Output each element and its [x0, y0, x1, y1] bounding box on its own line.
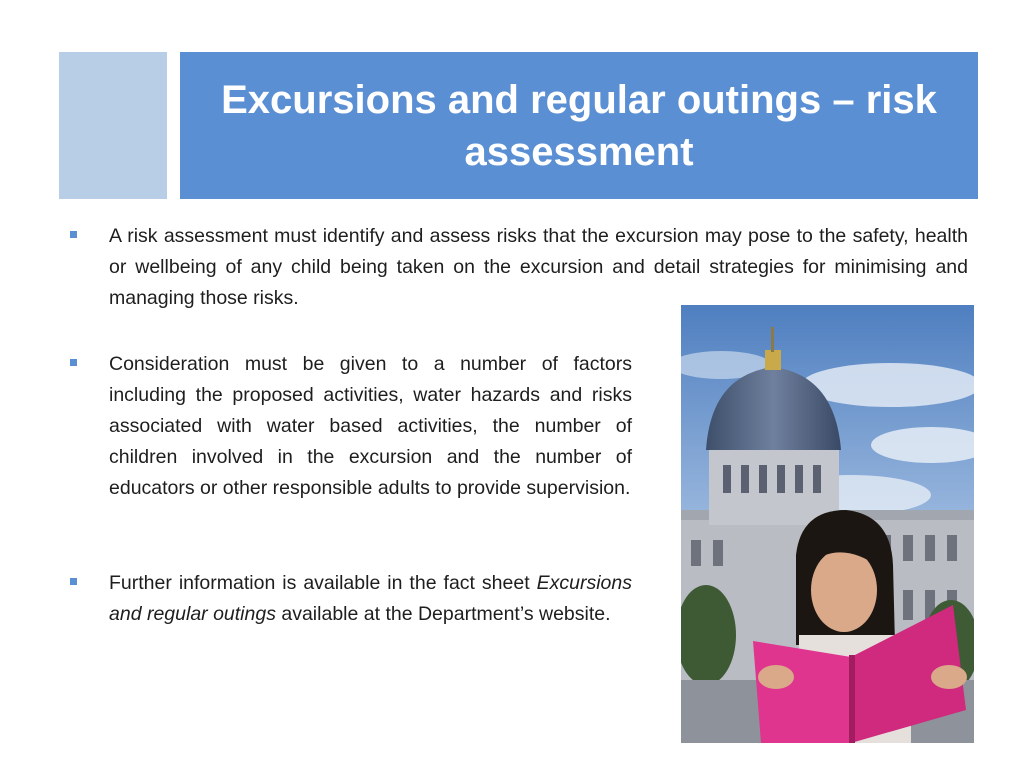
bullet-item-risk-assessment: [70, 221, 968, 314]
bullet-text: [109, 568, 632, 630]
fact-sheet-title: Excursions and regular outings: [109, 572, 632, 625]
bullet-text: A risk assessment must identify and assess risks that the excursion may pose to the safety, health or wellbeing of any child being taken on the excursion and detail strategies for minimising and managing those risks.: [109, 225, 968, 309]
title-bar: [180, 52, 978, 199]
accent-block: [59, 52, 167, 199]
bullet-item-consideration: [70, 349, 632, 504]
slide-title: Excursions and regular outings – risk assessment: [221, 77, 937, 174]
bullet-text: Consideration must be given to a number of factors including the proposed activities, water hazards and risks associated with water based activities, the number of children involved in the excursion and the number of educators or other responsible adults to provide supervision.: [109, 353, 632, 499]
square-bullet-icon: [70, 359, 77, 366]
square-bullet-icon: [70, 578, 77, 585]
photo-girl-reading-icon: [681, 305, 974, 743]
bullet-text-end: available at the Department’s website.: [275, 603, 611, 625]
bullet-text-start: Further information is available in the fact sheet: [109, 572, 537, 594]
square-bullet-icon: [70, 231, 77, 238]
bullet-item-further-information: [70, 568, 632, 630]
